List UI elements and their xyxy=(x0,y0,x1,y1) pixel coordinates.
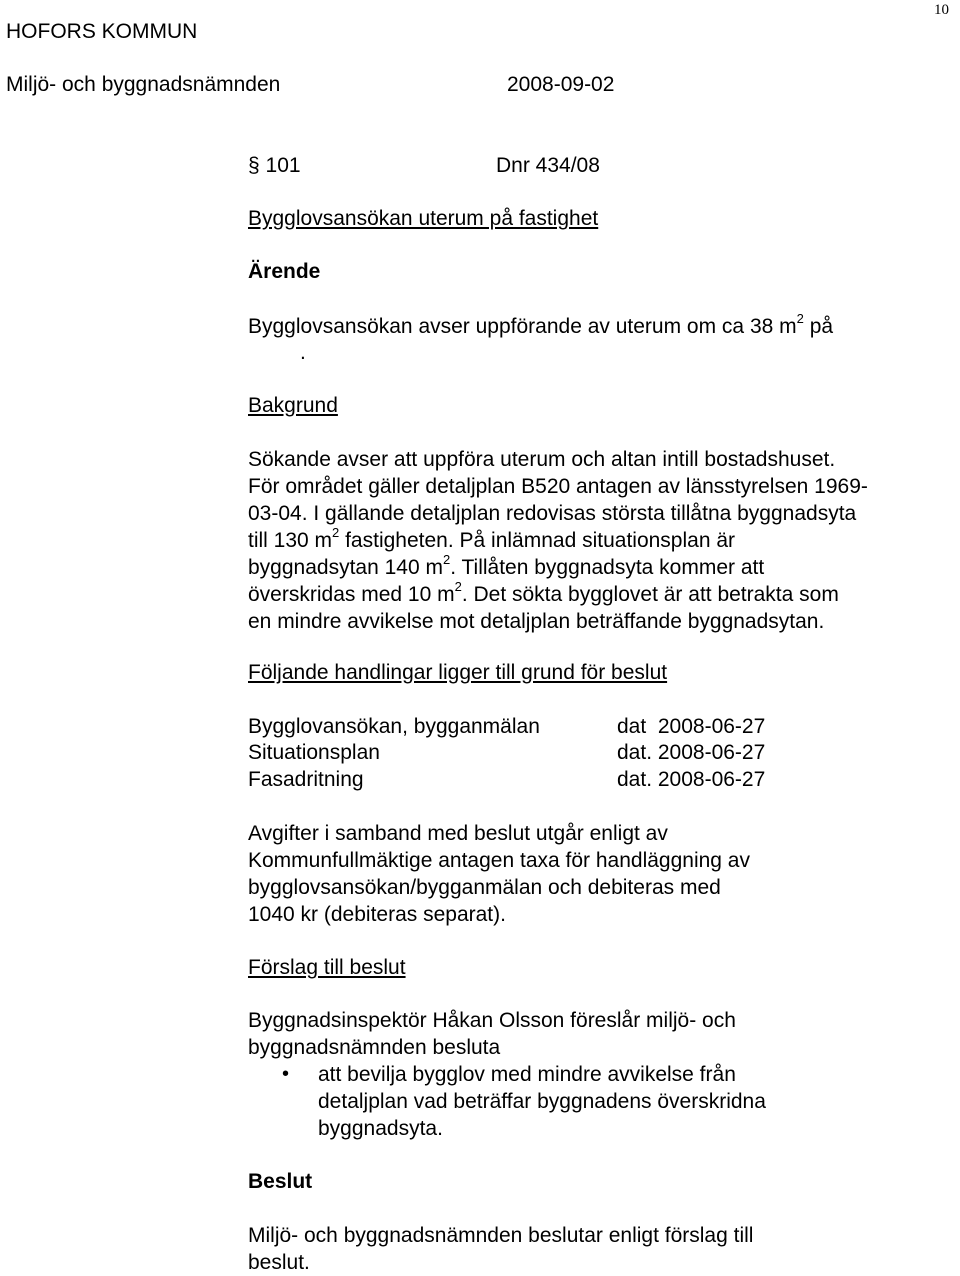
document-name: Fasadritning xyxy=(248,768,364,791)
beslut-heading: Beslut xyxy=(248,1170,313,1193)
bakgrund-heading: Bakgrund xyxy=(248,394,338,417)
document-date: dat. 2008-06-27 xyxy=(617,768,766,791)
arende-text: Bygglovsansökan avser uppförande av uterum om ca 38 $m^2$ på xyxy=(248,311,834,338)
meeting-date: 2008-09-02 xyxy=(507,73,615,96)
committee-name: Miljö- och byggnadsnämnden xyxy=(6,73,281,96)
document-date: dat. 2008-06-27 xyxy=(617,741,766,764)
forslag-heading: Förslag till beslut xyxy=(248,956,406,979)
document-name: Situationsplan xyxy=(248,741,380,764)
organization-name: HOFORS KOMMUN xyxy=(6,20,198,43)
avgifter-paragraph: Avgifter i samband med beslut utgår enligt av Kommunfullmäktige antagen taxa för handläggning av bygglovsansökan/bygganmälan och debiteras med 1040 kr (debiteras separat). xyxy=(248,822,750,926)
bakgrund-paragraph: Sökande avser att uppföra uterum och altan intill bostadshuset. För området gäller detaljplan B520 antagen av länsstyrelsen 1969- 03-04. I gällande detaljplan redovisas största tillåtna byggnadsyta till 130 $m^2$ fastigheten. På inlämnad situationsplan är byggnadsytan 140 $m^2$. Tillåten byggnadsyta kommer att överskridas med 10 $m^2$. Det sökta bygglovet är att betrakta som en mindre avvikelse mot detaljplan beträffande byggnadsytan. xyxy=(248,448,868,633)
arende-text-line2: . xyxy=(300,341,306,364)
handlingar-heading: Följande handlingar ligger till grund för beslut xyxy=(248,661,668,684)
section-title: Bygglovsansökan uterum på fastighet xyxy=(248,207,599,230)
document-name: Bygglovansökan, bygganmälan xyxy=(248,715,540,738)
section-number: 101 xyxy=(265,154,301,177)
forslag-bullet-item: att bevilja bygglov med mindre avvikelse från detaljplan vad beträffar byggnadens överskridna byggnadsyta. xyxy=(318,1063,766,1140)
bullet-icon: • xyxy=(282,1063,290,1085)
beslut-paragraph: Miljö- och byggnadsnämnden beslutar enligt förslag till beslut. xyxy=(248,1224,754,1274)
document-date: dat 2008-06-27 xyxy=(617,715,766,738)
arende-heading: Ärende xyxy=(248,260,321,283)
dnr-number: Dnr 434/08 xyxy=(496,154,600,177)
page-number: 10 xyxy=(934,2,949,18)
section-sign-icon: § xyxy=(248,154,260,177)
section-marker xyxy=(248,152,301,179)
forslag-paragraph: Byggnadsinspektör Håkan Olsson föreslår miljö- och byggnadsnämnden besluta xyxy=(248,1009,736,1059)
